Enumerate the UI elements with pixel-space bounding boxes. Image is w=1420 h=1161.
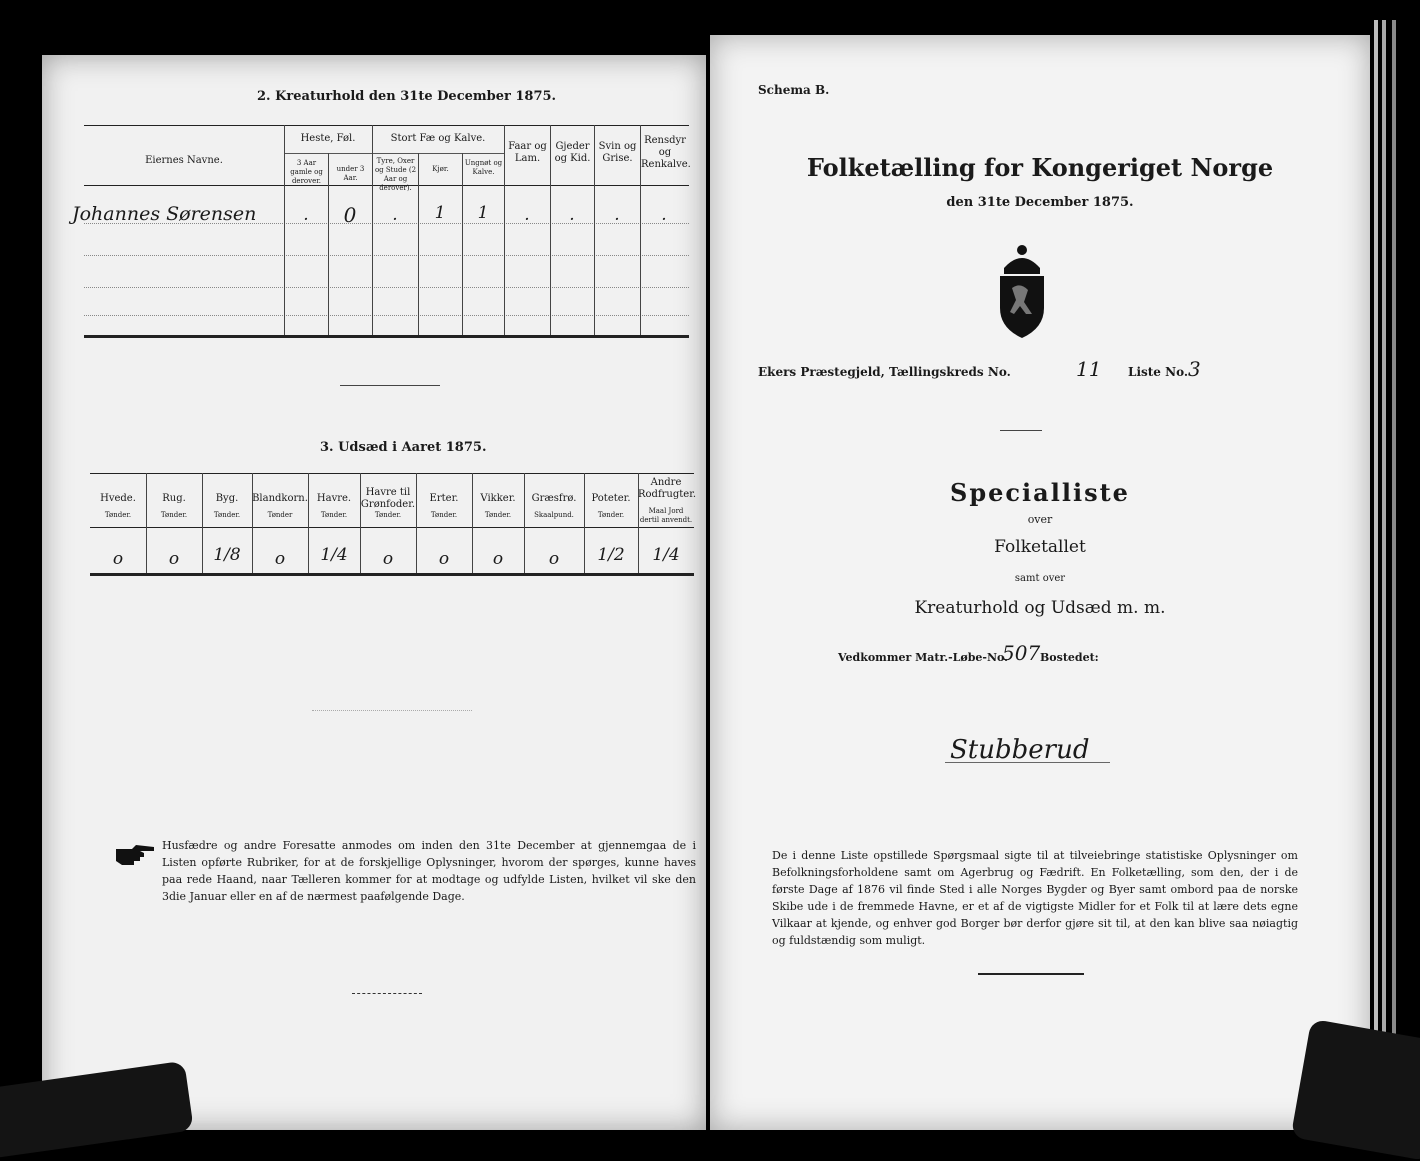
gjeder-header: Gjeder og Kid. xyxy=(554,141,591,164)
kreatur-value: . xyxy=(524,205,530,225)
udsaed-value: o xyxy=(492,549,504,569)
table-rule xyxy=(90,473,694,474)
schema-label: Schema B. xyxy=(758,83,830,97)
kreatur-value: 1 xyxy=(477,203,489,223)
udsaed-header: Byg. xyxy=(215,493,239,504)
udsaed-header: Rug. xyxy=(162,493,186,504)
udsaed-unit: Tønder. xyxy=(104,511,132,519)
divider xyxy=(978,973,1084,975)
kreatur-value: . xyxy=(614,205,620,225)
table-rule xyxy=(84,125,689,126)
clamp-shadow xyxy=(1291,1019,1420,1161)
kreatur-value: 1 xyxy=(434,203,446,223)
udsaed-unit: Tønder. xyxy=(430,511,458,519)
liste-no: 3 xyxy=(1188,357,1201,381)
udsaed-header: Hvede. xyxy=(100,493,136,504)
specialliste-heading: Specialliste xyxy=(950,478,1130,507)
folketallet-text: Folketallet xyxy=(994,537,1086,557)
udsaed-unit: Tønder. xyxy=(597,511,625,519)
udsaed-unit: Maal Jord xyxy=(648,507,684,515)
divider xyxy=(340,385,440,386)
udsaed-header: Blandkorn. xyxy=(252,493,308,504)
bostedet-label: Bostedet: xyxy=(1040,651,1099,664)
udsaed-unit: Tønder. xyxy=(320,511,348,519)
owner-name: Johannes Sørensen xyxy=(72,203,257,225)
heste-sub1: 3 Aar gamle og derover. xyxy=(290,159,323,185)
table-rule xyxy=(84,287,689,288)
bostedet-value: Stubberud xyxy=(950,735,1090,765)
matr-label: Vedkommer Matr.-Løbe-No. xyxy=(838,651,1008,664)
kreaturhold-text: Kreaturhold og Udsæd m. m. xyxy=(914,598,1166,618)
page-edge xyxy=(1382,20,1386,1100)
udsaed-header: Havre til Grønfoder. xyxy=(360,487,416,510)
owner-header: Eiernes Navne. xyxy=(145,155,223,166)
divider xyxy=(1000,430,1042,431)
udsaed-value: o xyxy=(274,549,286,569)
col-rule xyxy=(462,153,463,335)
divider xyxy=(352,993,422,994)
udsaed-unit: Tønder. xyxy=(374,511,402,519)
col-rule xyxy=(284,125,285,335)
kreatur-value: 0 xyxy=(343,203,357,227)
coat-of-arms-icon xyxy=(990,240,1054,344)
udsaed-value: 1/4 xyxy=(652,545,680,565)
table-rule xyxy=(84,255,689,256)
udsaed-value: o xyxy=(112,549,124,569)
table-rule xyxy=(84,335,689,338)
table-rule xyxy=(84,315,689,316)
table-rule xyxy=(90,527,694,528)
udsaed-unit: Tønder. xyxy=(484,511,512,519)
udsaed-header: Andre Rodfrugter. xyxy=(638,477,697,500)
udsaed-header: Græsfrø. xyxy=(531,493,577,504)
date-line: den 31te December 1875. xyxy=(946,195,1134,210)
rensdyr-header: Rensdyr og Renkalve. xyxy=(641,135,691,170)
page-edge xyxy=(1374,20,1378,1100)
prestegjeld-label: Ekers Præstegjeld, Tællingskreds No. xyxy=(758,365,1011,379)
udsaed-unit: Tønder. xyxy=(160,511,188,519)
udsaed-unit: Skaalpund. xyxy=(534,511,574,519)
pointing-hand-icon xyxy=(114,843,156,871)
table-rule xyxy=(90,573,694,576)
heste-header: Heste, Føl. xyxy=(300,133,356,144)
stort-header: Stort Fæ og Kalve. xyxy=(390,133,486,144)
udsaed-header: Poteter. xyxy=(591,493,631,504)
udsaed-header: Vikker. xyxy=(480,493,516,504)
divider xyxy=(312,710,472,711)
udsaed-value: o xyxy=(438,549,450,569)
kreatur-value: . xyxy=(569,205,575,225)
stort-sub1: Tyre, Oxer og Stude (2 Aar og derover). xyxy=(374,157,417,192)
stort-sub2: Kjør. xyxy=(432,165,449,173)
page-title: Folketælling for Kongeriget Norge xyxy=(806,153,1274,182)
udsaed-value: 1/4 xyxy=(320,545,348,565)
left-page xyxy=(42,55,706,1130)
udsaed-header: Havre. xyxy=(316,493,352,504)
stort-sub3: Ungnøt og Kalve. xyxy=(464,159,503,176)
udsaed-unit: Tønder xyxy=(267,511,293,519)
right-page xyxy=(710,35,1370,1130)
liste-label: Liste No. xyxy=(1128,365,1189,379)
kreds-no: 11 xyxy=(1076,357,1102,381)
clamp-shadow xyxy=(0,1061,194,1160)
kreatur-value: . xyxy=(303,205,309,225)
over-text: over xyxy=(1027,513,1053,526)
kreatur-value: . xyxy=(661,205,667,225)
faar-header: Faar og Lam. xyxy=(508,141,547,164)
samt-over-text: samt over xyxy=(1014,573,1066,584)
udsaed-value: o xyxy=(382,549,394,569)
section2-title: 2. Kreaturhold den 31te December 1875. xyxy=(257,89,557,104)
udsaed-value: 1/2 xyxy=(597,545,625,565)
udsaed-value: o xyxy=(168,549,180,569)
table-rule xyxy=(372,153,504,154)
udsaed-unit-extra: dertil anvendt. xyxy=(639,516,693,524)
kreatur-value: . xyxy=(392,205,398,225)
udsaed-header: Erter. xyxy=(429,493,459,504)
udsaed-unit: Tønder. xyxy=(213,511,241,519)
svin-header: Svin og Grise. xyxy=(598,141,637,164)
intro-paragraph: De i denne Liste opstillede Spørgsmaal sigte til at tilveiebringe statistiske Oplysninger om Befolkningsforholdene samt om Agerbrug og Fædrift. En Folketælling, som den, der i de første Dage af 1876 vil finde Sted i alle Norges Bygder og Byer samt ombord paa de norske Skibe ude i de fremmede Havne, er et af de vigtigste Midler for et Folk til at lære dets egne Vilkaar at kjende, og enhver god Borger bør derfor gjøre sit til, at den kan blive saa nøiagtig og fuldstændig som muligt. xyxy=(772,849,1298,947)
notice-text: Husfædre og andre Foresatte anmodes om inden den 31te December at gjennemgaa de i Listen opførte Rubriker, for at de forskjellige Oplysninger, hvorom der spørges, kunne haves paa rede Haand, naar Tælleren kommer for at modtage og udfylde Listen, hvilket vil ske den 3die Januar eller en af de nærmest paafølgende Dage. xyxy=(162,839,696,903)
matr-no: 507 xyxy=(1002,641,1041,665)
underline xyxy=(945,762,1110,763)
col-rule xyxy=(418,153,419,335)
udsaed-value: 1/8 xyxy=(213,545,241,565)
page-edge xyxy=(1392,20,1396,1100)
section3-title: 3. Udsæd i Aaret 1875. xyxy=(320,440,487,455)
heste-sub2: under 3 Aar. xyxy=(336,165,365,182)
udsaed-value: o xyxy=(548,549,560,569)
